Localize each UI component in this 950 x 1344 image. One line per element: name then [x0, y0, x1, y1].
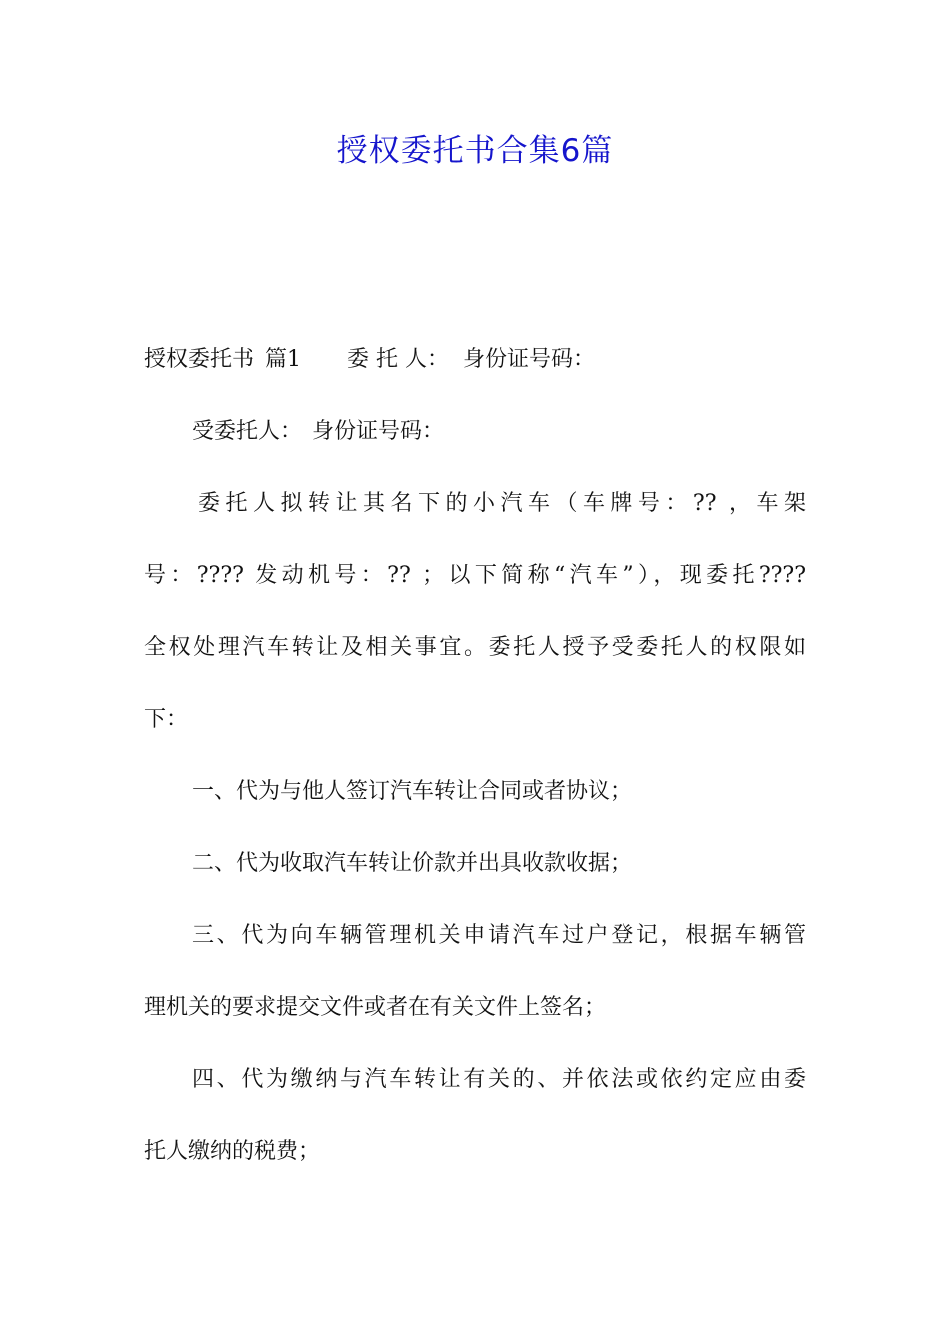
agent-label: 受委托人：: [192, 419, 303, 444]
paragraph-line: 号：???? 发动机号：?? ；以下简称“汽车”），现委托????: [144, 563, 806, 588]
list-item-line: 四、代为缴纳与汽车转让有关的、并依法或依约定应由委: [192, 1067, 806, 1092]
list-item-4: [144, 1057, 806, 1175]
agent-id-label: 身份证号码：: [312, 419, 445, 444]
paragraph-line: 委托人拟转让其名下的小汽车（车牌号：?? ，车架: [198, 491, 806, 516]
principal-id-label: 身份证号码：: [463, 347, 596, 372]
paragraph-line: 全权处理汽车转让及相关事宜。委托人授予受委托人的权限如: [144, 635, 806, 660]
list-item-3: [144, 913, 806, 1031]
principal-label: 委 托 人：: [347, 347, 450, 372]
document-body: [144, 337, 806, 1175]
list-item-line: 三、代为向车辆管理机关申请汽车过户登记，根据车辆管: [192, 923, 806, 948]
list-item-line: 托人缴纳的税费；: [144, 1139, 321, 1164]
heading-section: 篇1: [265, 347, 302, 372]
paragraph-transfer: [144, 481, 806, 743]
heading-label: 授权委托书: [144, 347, 255, 372]
paragraph-line: 下：: [144, 707, 189, 732]
list-item-line: 理机关的要求提交文件或者在有关文件上签名；: [144, 995, 607, 1020]
list-item-1: 一、代为与他人签订汽车转让合同或者协议；: [192, 779, 633, 804]
heading-line: [144, 337, 806, 383]
agent-line: [144, 409, 806, 455]
document-title: 授权委托书合集6篇: [336, 133, 614, 169]
list-item-2: 二、代为收取汽车转让价款并出具收款收据；: [192, 851, 633, 876]
